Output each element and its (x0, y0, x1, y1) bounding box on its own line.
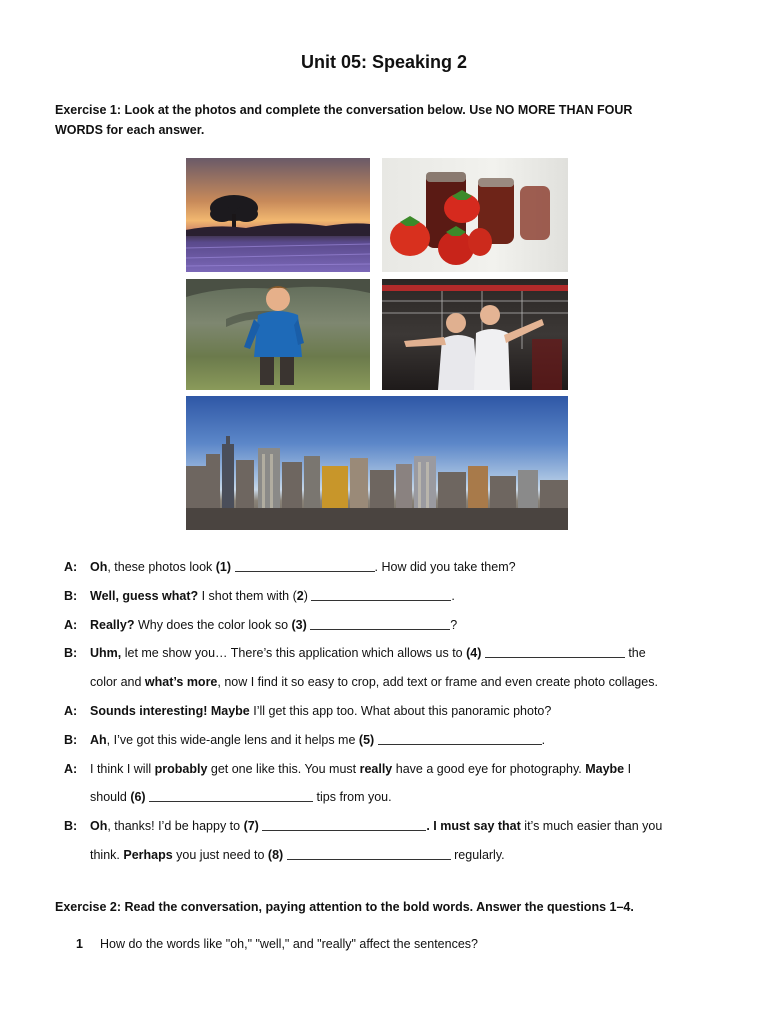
bold-text: what’s more (144, 675, 218, 690)
conversation (64, 553, 724, 870)
text-segment: , I’ve got this wide-angle lens and it helps me (106, 732, 359, 747)
speaker-label: A: (64, 560, 78, 574)
boy-blue-jacket-photo (186, 279, 370, 390)
speaker-label: B: (64, 588, 78, 603)
conversation-line (64, 639, 724, 668)
conversation-line (64, 726, 724, 755)
text-segment: regularly. (450, 847, 505, 862)
strawberries-jam-jars-photo (382, 158, 568, 272)
bold-text: Really? (90, 617, 135, 632)
bold-text: . I must say that (426, 819, 521, 834)
text-segment: ) (303, 588, 312, 603)
text-segment: , thanks! I’d be happy to (107, 819, 244, 834)
bold-text: 2 (296, 588, 304, 603)
bold-text: Sounds interesting! Maybe (90, 703, 250, 718)
text-segment: I’ll get this app too. What about this panoramic photo? (249, 703, 552, 718)
bold-text: probably (154, 761, 208, 776)
answer-blank[interactable] (310, 617, 450, 630)
bold-text: Oh (90, 560, 108, 574)
answer-blank[interactable] (311, 588, 451, 601)
text-segment: . How did you take them? (374, 560, 516, 574)
city-skyline-panorama-photo (186, 396, 568, 530)
text-segment: I (624, 761, 632, 776)
conversation-line (64, 841, 724, 870)
conversation-line (64, 812, 724, 841)
text-segment: let me show you… There’s this application which allows us to (121, 646, 467, 661)
speaker-label: B: (64, 819, 78, 834)
bold-text: (1) (215, 560, 232, 574)
page-title: Unit 05: Speaking 2 (300, 52, 468, 72)
speaker-label: B: (64, 732, 78, 747)
speaker-label: A: (64, 703, 78, 718)
conversation-line (64, 697, 724, 726)
answer-blank[interactable] (378, 732, 542, 745)
bold-text: Ah (90, 732, 107, 747)
text-segment: should (90, 790, 131, 805)
text-segment: think. (90, 847, 124, 862)
bold-text: Maybe (585, 761, 625, 776)
bold-text: (7) (243, 819, 259, 834)
text-segment: ? (450, 617, 458, 632)
conversation-line (64, 553, 724, 582)
text-segment: it’s much easier than you (520, 819, 663, 834)
bold-text: Perhaps (123, 847, 173, 862)
answer-blank[interactable] (287, 847, 451, 860)
speaker-label: B: (64, 646, 78, 661)
question-number: 1 (76, 937, 83, 951)
lavender-field-sunset-photo (186, 158, 370, 272)
bold-text: Oh (90, 819, 108, 834)
question-1 (76, 934, 736, 954)
speaker-label: A: (64, 617, 78, 632)
conversation-line (64, 755, 724, 784)
conversation-line (64, 783, 724, 812)
answer-blank[interactable] (485, 645, 625, 658)
answer-blank[interactable] (235, 559, 375, 572)
answer-blank[interactable] (262, 818, 426, 831)
conversation-line (64, 582, 724, 611)
bold-text: (6) (130, 790, 146, 805)
bold-text: (5) (358, 732, 375, 747)
conversation-line (64, 611, 724, 640)
text-segment: I think I will (90, 761, 155, 776)
exercise-1-instruction: Exercise 1: Look at the photos and complete the conversation below. Use NO MORE THAN FOUR WORDS for each answer. (55, 103, 633, 137)
exercise-2-instruction: Exercise 2: Read the conversation, paying attention to the bold words. Answer the questions 1–4. (55, 900, 634, 914)
volleyball-players-celebrating-photo (382, 279, 568, 390)
answer-blank[interactable] (149, 789, 313, 802)
text-segment: color and (90, 675, 145, 690)
text-segment: you just need to (172, 847, 268, 862)
conversation-line (64, 668, 724, 697)
bold-text: (8) (267, 847, 284, 862)
text-segment: get one like this. You must (207, 761, 360, 776)
bold-text: really (359, 761, 393, 776)
text-segment: have a good eye for photography. (392, 761, 586, 776)
text-segment: , now I find it so easy to crop, add text or frame and even create photo collages. (217, 675, 658, 690)
text-segment: . (451, 588, 455, 603)
text-segment: . (541, 732, 546, 747)
text-segment: the (624, 646, 646, 661)
text-segment: tips from you. (313, 790, 392, 805)
bold-text: (4) (466, 646, 482, 661)
bold-text: Well, guess what? (90, 588, 199, 603)
bold-text: (3) (291, 617, 307, 632)
question-text: How do the words like "oh," "well," and "really" affect the sentences? (100, 937, 478, 951)
bold-text: Uhm, (90, 646, 122, 661)
speaker-label: A: (64, 761, 78, 776)
text-segment: I shot them with ( (198, 588, 297, 603)
text-segment: , these photos look (107, 560, 216, 574)
text-segment: Why does the color look so (134, 617, 292, 632)
